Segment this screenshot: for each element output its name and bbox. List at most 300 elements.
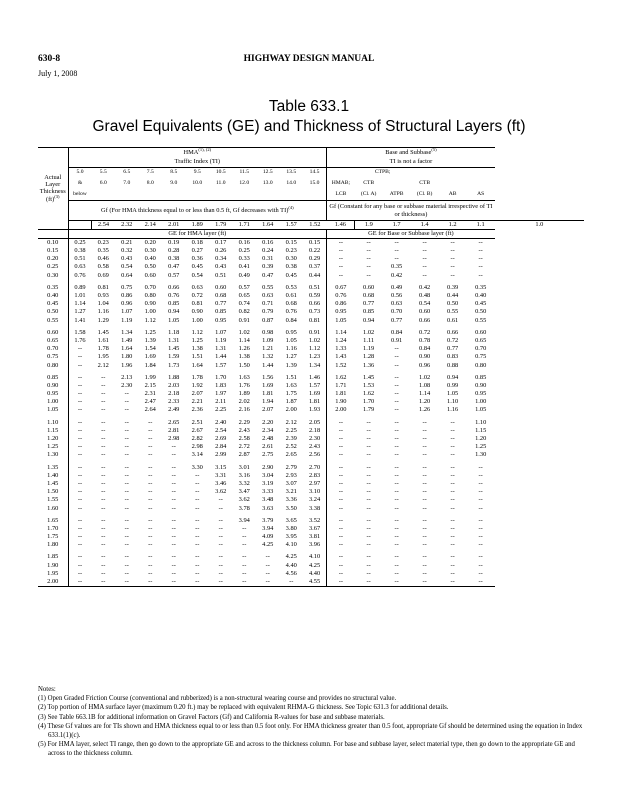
ti-value: 8.5 [170,169,178,176]
ge-value: -- [101,480,106,487]
ge-value: 0.58 [97,263,109,271]
ge-value: 1.25 [144,328,156,336]
ge-value: 2.20 [262,418,274,426]
ge-value: 0.26 [215,247,227,255]
thickness-value: 0.65 [38,337,68,345]
ge-value: -- [148,488,153,496]
note-item: (4) These Gf values are for TIs shown and HMA thickness equal to or less than 0.5 foot only. For HMA thickness greater than 0.5 foot, appropriate Gf should be determined using the equation in Index 633.1(1)(c). [38,722,583,740]
ge-value: -- [422,463,427,471]
ge-value: 0.48 [419,292,431,300]
ge-value: 4.10 [285,541,297,549]
ge-value: 1.02 [363,328,375,336]
ge-value: -- [450,451,455,459]
thickness-value: 0.40 [38,292,68,300]
ge-value: 1.69 [303,390,327,398]
ge-value: -- [171,443,176,451]
ti-value: 5.0 [76,169,84,176]
ge-value: 1.25 [191,337,203,344]
ge-value: -- [450,504,455,512]
ge-value: 0.81 [191,300,203,308]
ge-value: 0.35 [475,283,487,291]
ge-value: 0.34 [215,255,227,263]
ge-value: 0.79 [262,308,274,316]
ge-value: 1.38 [238,353,250,361]
ge-value: 1.31 [168,337,180,344]
ge-value: 3.38 [303,505,327,513]
thickness-value: 0.80 [38,362,68,370]
ge-value: 0.74 [238,300,250,308]
ge-value: -- [394,398,399,406]
ge-value: -- [394,426,399,434]
ge-value: -- [450,561,455,569]
ge-value: -- [124,496,129,504]
ge-value: 0.28 [168,247,180,255]
ge-value: -- [92,578,116,587]
table-row [38,562,584,570]
ge-value: -- [148,553,153,561]
ge-value: 0.93 [97,292,109,300]
ge-value: 0.84 [419,345,431,353]
gf-value: 1.1 [467,221,495,230]
table-row [38,264,584,272]
base-type-label: (Cl. A) [355,190,383,201]
ge-value: 1.78 [191,373,203,381]
note-item: (3) See Table 663.1B for additional information on Gravel Factors (Gf) and California R-values for base and subbase materials. [38,713,385,721]
ge-value: 2.54 [215,426,227,434]
spacer-cell [383,179,411,190]
ge-value: -- [77,426,83,434]
ge-value: -- [338,426,344,434]
base-type-label: CTB [363,180,375,187]
ge-value: -- [422,247,427,255]
ge-value: 1.69 [262,382,274,389]
ge-value: -- [478,533,483,541]
ge-value: -- [478,561,483,569]
ge-value: 0.80 [144,292,156,300]
ge-value: 1.27 [74,308,86,316]
table-row [38,345,584,353]
ti-value: 7.0 [123,180,131,187]
ge-value: -- [422,255,427,263]
ge-value: -- [101,426,106,434]
ge-value: 0.23 [285,247,297,255]
ge-value: 1.14 [238,337,250,344]
ge-value: -- [394,382,399,389]
ge-value: 3.65 [285,516,297,524]
ge-value: 2.49 [168,406,180,414]
ge-value: -- [101,406,106,414]
ge-value: 1.01 [74,292,86,300]
ge-value: -- [171,496,176,504]
ge-value: -- [171,541,176,549]
ge-value: -- [148,463,153,471]
ge-value: -- [450,541,455,549]
ge-value: -- [77,504,83,512]
ge-value: 2.93 [285,471,297,479]
ge-value: -- [195,553,200,561]
gf-value: 1.46 [327,221,355,230]
ge-value: -- [280,578,304,587]
ge-value: -- [422,496,427,504]
ge-value: 2.02 [238,398,250,406]
note-item: (5) For HMA layer, select TI range, then go down to the appropriate GE and across to the thickness column. For base and subbase layer, select material type, then go down to the appropriate GE and across to the thickness column. [38,741,575,758]
ge-value: 0.32 [121,247,133,255]
ge-value: -- [218,525,223,532]
ge-value: 1.23 [303,353,327,361]
ge-value: 1.36 [363,361,375,369]
ge-value: 3.04 [262,471,274,479]
page-date: July 1, 2008 [38,69,78,78]
table-row [38,435,584,443]
ge-value: -- [366,533,371,541]
ge-value: 1.56 [262,373,274,381]
ge-value: 1.00 [475,398,487,406]
table-row [38,554,584,562]
ge-value: 0.80 [475,361,487,369]
gf-value: 1.52 [303,221,327,230]
ge-value: 0.75 [121,283,133,291]
ge-value: -- [355,578,383,587]
ge-value: 0.63 [191,283,203,291]
table-row [38,407,584,415]
ge-value: -- [366,516,371,524]
ge-value: 1.14 [74,300,86,308]
ge-value: 1.44 [215,353,227,361]
ge-value: -- [366,496,371,504]
ge-value: -- [242,541,247,549]
ge-value: -- [450,496,455,504]
thickness-value: 1.55 [38,496,68,504]
ge-value: -- [450,525,455,532]
ge-value: -- [124,443,129,451]
table-row [38,292,584,300]
gf-value: 1.9 [355,221,383,230]
ge-value: 1.75 [285,390,297,398]
ge-value: 3.36 [285,496,297,504]
ge-value: 2.03 [168,382,180,389]
ge-value: -- [450,247,455,255]
ge-value: -- [77,361,83,369]
ge-value: -- [124,561,129,569]
ge-value: 0.51 [74,255,86,263]
ge-value: -- [450,471,455,479]
ge-value: 2.48 [262,435,274,443]
ti-not-factor-header: TI is not a factor [327,158,495,168]
ge-value: 2.21 [191,398,203,406]
table-row [38,488,584,496]
ge-value: 0.94 [168,308,180,316]
ge-value: 3.14 [191,451,203,459]
ge-value: -- [394,443,399,451]
ge-value: 1.16 [447,406,459,414]
ge-value: 3.67 [303,525,327,533]
ge-value: 0.49 [391,283,403,291]
ge-value: -- [77,480,83,487]
ge-value: -- [124,516,129,524]
ge-value: -- [124,463,129,471]
thickness-value: 0.70 [38,345,68,353]
ti-value: 7.5 [146,169,154,176]
ge-value: -- [124,426,129,434]
ge-value: 1.71 [335,382,347,389]
ge-value: 0.61 [447,316,459,324]
ge-value: -- [148,541,153,549]
notes [38,685,584,759]
ge-value: -- [366,271,371,279]
ge-value: 1.61 [97,337,109,344]
ge-value: -- [478,480,483,487]
gf-base-label: Gf (Constant for any base or subbase material irrespective of TI or thickness) [329,203,493,218]
ge-value: 2.65 [168,418,180,426]
base-type-label: AB [439,190,467,201]
ge-value: 0.22 [303,247,327,255]
ge-value: 0.60 [419,308,431,316]
ge-value: -- [394,480,399,487]
ge-value: 1.62 [363,390,375,398]
ge-value: 0.38 [285,263,297,271]
ge-value: 0.33 [238,255,250,263]
ge-value: 2.84 [215,443,227,451]
ge-value: 1.38 [191,345,203,353]
ge-value: -- [101,443,106,451]
ge-value: -- [338,443,344,451]
ge-value: -- [124,390,129,398]
ge-value: -- [478,504,483,512]
ge-value: 0.83 [447,353,459,361]
ge-value: 1.12 [191,328,203,336]
ge-value: -- [338,496,344,504]
ge-value: -- [394,373,399,381]
ti-value: 8.0 [146,180,154,187]
table-row [38,541,584,549]
ge-value: 1.95 [97,353,109,361]
gf-value: 2.14 [139,221,163,230]
ti-value: 15.0 [303,179,327,190]
ge-value: 0.77 [447,345,459,353]
ge-value: 0.72 [191,292,203,300]
ge-value: -- [218,533,223,541]
ge-value: 2.12 [285,418,297,426]
spacer-cell [68,221,92,230]
ge-value: 0.71 [262,300,274,308]
ge-value: 0.17 [215,238,227,246]
table-row [38,464,584,472]
ge-value: -- [195,533,200,541]
ge-value: -- [77,516,83,524]
ge-value: 2.52 [285,443,297,451]
base-type-label: HMAB; [331,180,351,187]
ge-value: -- [218,569,223,577]
ge-value: -- [338,263,344,271]
ge-value: -- [101,553,106,561]
ge-value: -- [394,353,399,361]
ge-value: -- [77,488,83,496]
ge-value: 2.25 [215,406,227,414]
thickness-value: 0.35 [38,284,68,292]
ge-value: -- [101,504,106,512]
note-item: (1) Open Graded Friction Course (conventional and rubberized) is a non-structural wearing course and provides no structural value. [38,695,397,703]
ge-value: 0.37 [303,264,327,272]
ge-value: -- [124,435,129,443]
ge-value: 0.38 [168,255,180,263]
ge-value: 2.36 [191,406,203,414]
ge-value: -- [171,525,176,532]
ge-value: -- [124,553,129,561]
ge-value: 1.92 [191,382,203,389]
ge-value: 1.12 [303,345,327,353]
ge-value: 0.44 [447,292,459,300]
ge-value: 0.61 [285,292,297,300]
ge-value: -- [366,488,371,496]
ge-value: 1.00 [191,316,203,324]
ge-value: 0.73 [303,309,327,317]
ge-value: -- [77,418,83,426]
ge-value: 0.29 [303,255,327,263]
ge-value: -- [366,255,371,263]
thickness-value: 1.30 [38,452,68,460]
ge-value: -- [148,480,153,487]
ge-value: -- [478,263,483,271]
ge-value: 2.64 [144,406,156,414]
ge-value: -- [422,488,427,496]
ge-value: 0.76 [74,271,86,279]
ge-value: 4.40 [285,561,297,569]
ge-value: 2.40 [215,418,227,426]
ge-value: -- [366,263,371,271]
ge-value: 0.55 [447,308,459,316]
ge-value: 1.81 [335,390,347,398]
ge-value: -- [101,488,106,496]
ge-value: -- [148,418,153,426]
ge-value: 1.59 [168,353,180,361]
ge-value: 0.18 [191,238,203,246]
ge-value: -- [422,525,427,532]
table-row [38,443,584,451]
ge-value: 1.10 [475,418,487,426]
ge-value: -- [77,463,83,471]
ge-value: -- [124,569,129,577]
ge-value: 0.60 [215,283,227,291]
ge-value: 0.70 [391,308,403,316]
ge-value: 3.31 [215,471,227,479]
ge-value: -- [101,382,106,389]
table-row [38,317,584,325]
ge-value: -- [101,561,106,569]
ge-value: -- [265,569,270,577]
thickness-value: 1.40 [38,472,68,480]
thickness-value: 1.35 [38,464,68,472]
ge-value: 0.45 [285,271,297,279]
ge-value: 0.76 [335,292,347,300]
ge-value: 2.98 [168,435,180,443]
ge-value: -- [77,496,83,504]
ge-value: 4.25 [262,541,274,549]
ge-value: 0.91 [238,316,250,324]
ge-value: 1.18 [168,328,180,336]
ge-value: 1.14 [335,328,347,336]
ge-value: 1.93 [303,407,327,415]
ge-value: -- [171,471,176,479]
ge-value: 1.05 [168,316,180,324]
ge-value: -- [394,488,399,496]
ge-value: 0.70 [144,283,156,291]
ge-value: -- [171,480,176,487]
ge-value: -- [209,578,233,587]
ge-value: 0.35 [391,263,403,271]
ge-value: 2.16 [238,406,250,414]
table-row [38,525,584,533]
ge-value: -- [124,488,129,496]
ge-value: 0.30 [144,247,156,255]
ge-value: 0.85 [363,308,375,316]
ge-value: 1.81 [303,398,327,406]
ge-value: 0.43 [215,263,227,271]
ge-value: -- [195,541,200,549]
ge-value: 1.45 [168,345,180,353]
thickness-value: 1.20 [38,435,68,443]
ge-value: 0.54 [419,300,431,308]
ge-value: -- [394,561,399,569]
ge-value: 2.81 [168,426,180,434]
ge-value: 0.20 [144,238,156,246]
ge-value: 0.72 [447,337,459,344]
ge-value: 3.01 [238,463,250,471]
traffic-index-header: Traffic Index (TI) [68,158,327,168]
ge-value: 0.25 [74,238,86,246]
ge-value: 1.19 [363,345,375,353]
thickness-value: 1.80 [38,541,68,549]
ge-value: -- [77,541,83,549]
ge-value: 0.75 [475,353,487,361]
ge-value: 0.40 [144,255,156,263]
ge-value: -- [366,480,371,487]
ge-value: -- [101,569,106,577]
ge-value: -- [450,569,455,577]
ge-value: 0.95 [215,316,227,324]
ge-value: -- [383,578,411,587]
ge-value: 3.30 [191,463,203,471]
gf-value: 2.54 [92,221,116,230]
ge-value: 1.30 [475,451,487,459]
ge-value: 1.05 [285,337,297,344]
spacer-cell [439,179,495,190]
ge-value: -- [242,561,247,569]
ge-value: 1.49 [121,337,133,344]
ge-value: 1.64 [191,361,203,369]
ge-value: 1.26 [419,406,431,414]
ge-value: -- [101,463,106,471]
ge-value: -- [366,504,371,512]
ge-value: 0.60 [144,271,156,279]
ge-value: 0.96 [121,300,133,308]
ge-value: 3.95 [285,533,297,541]
ge-value: 0.95 [335,308,347,316]
ge-value: 2.13 [121,373,133,381]
ge-value: -- [467,578,495,587]
table-number: Table 633.1 [268,98,350,115]
thickness-value: 1.85 [38,554,68,562]
ge-value: 1.64 [121,345,133,353]
ge-value: -- [450,418,455,426]
ge-value: 0.85 [475,373,487,381]
thickness-value: 0.55 [38,317,68,325]
ge-value: 0.47 [168,263,180,271]
ge-value: -- [338,271,344,279]
ge-value: 0.49 [238,271,250,279]
table-row [38,329,584,337]
ge-value: 0.86 [335,300,347,308]
ge-value: 4.25 [303,562,327,570]
